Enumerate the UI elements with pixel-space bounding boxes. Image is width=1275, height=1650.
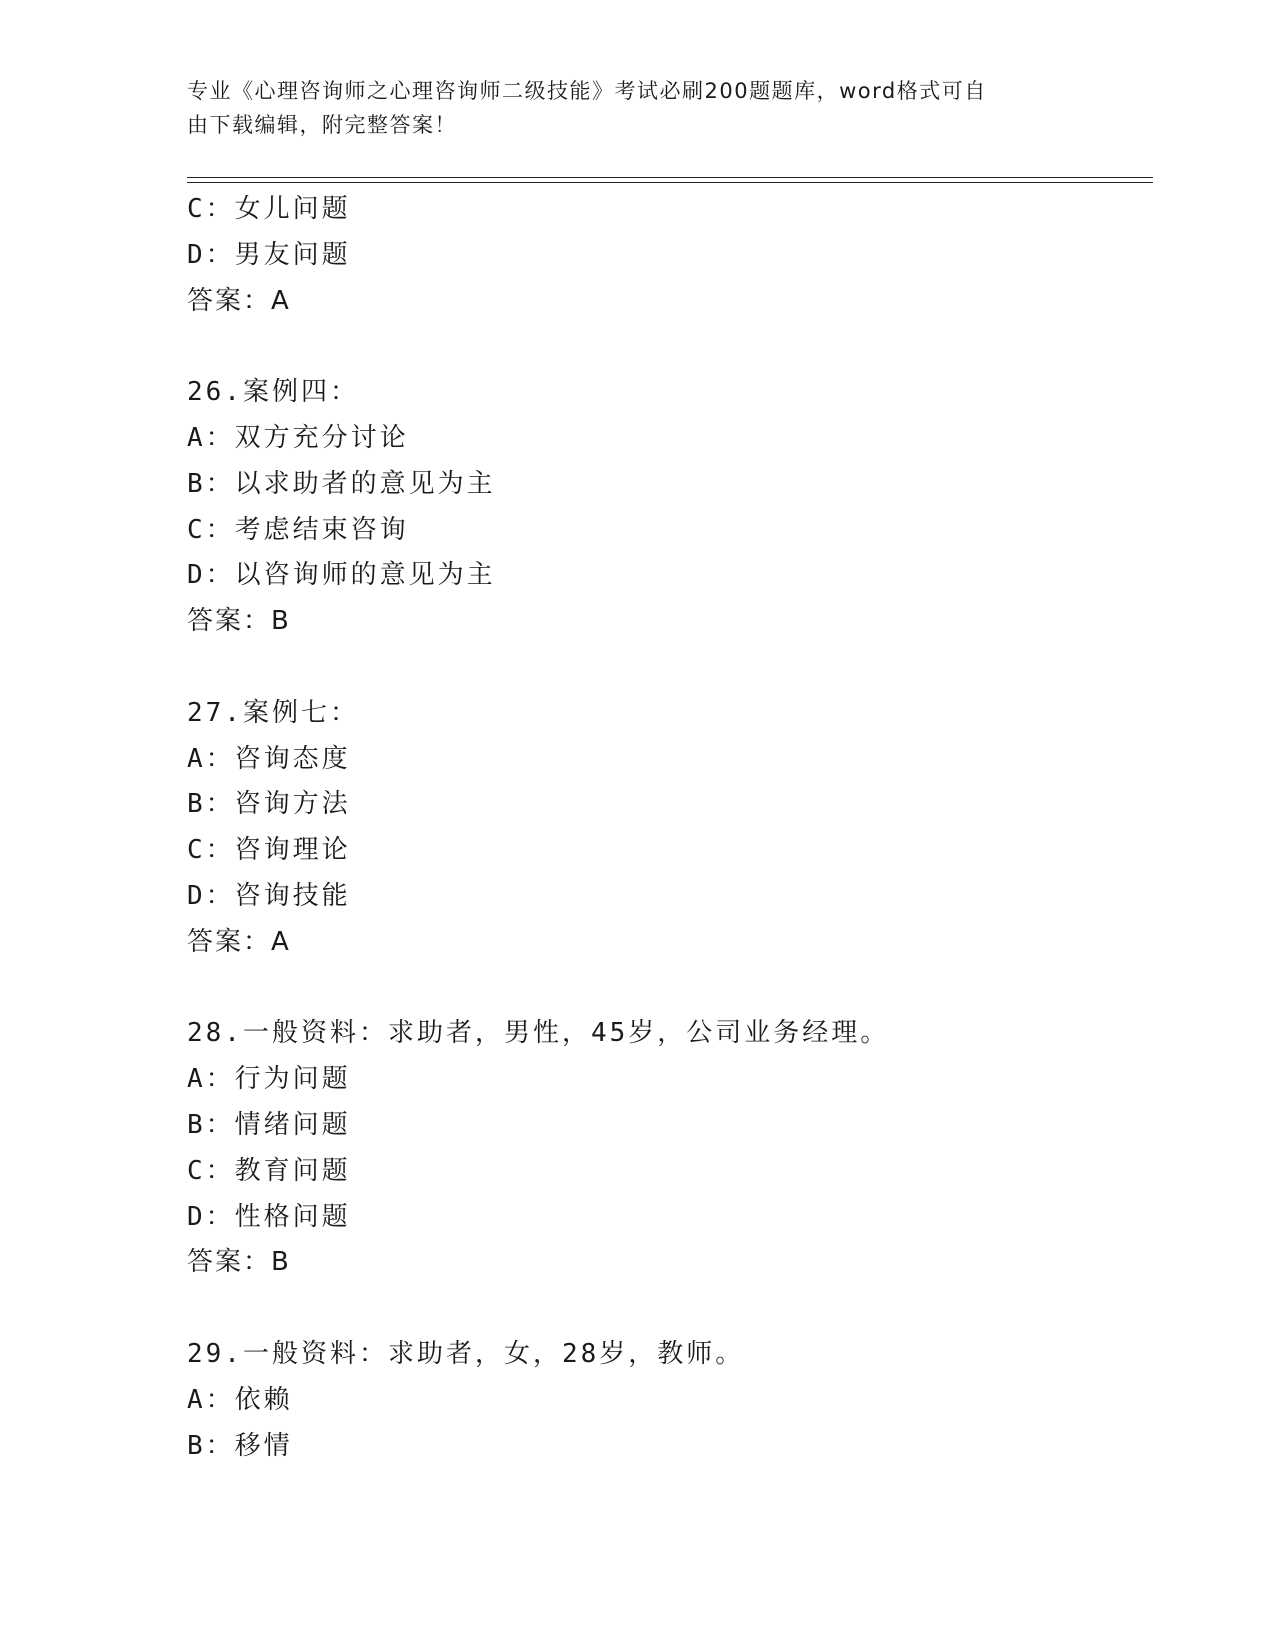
option-c: C：教育问题 bbox=[187, 1155, 351, 1186]
option-c: C：考虑结束咨询 bbox=[187, 514, 409, 545]
option-b: B：咨询方法 bbox=[187, 789, 351, 820]
question-block-partial bbox=[187, 187, 1147, 324]
answer-line: 答案：B bbox=[187, 1247, 291, 1278]
header-divider-bottom bbox=[187, 182, 1153, 183]
answer-line: 答案：B bbox=[187, 606, 291, 637]
option-d: D：咨询技能 bbox=[187, 880, 351, 911]
option-a: A：行为问题 bbox=[187, 1064, 351, 1095]
question-block-26 bbox=[187, 370, 1147, 645]
document-header bbox=[187, 74, 1067, 142]
option-d: D：以咨询师的意见为主 bbox=[187, 560, 496, 591]
question-block-29 bbox=[187, 1332, 1147, 1469]
question-block-27 bbox=[187, 691, 1147, 966]
header-divider-top bbox=[187, 177, 1153, 178]
spacer bbox=[187, 1286, 1147, 1332]
question-stem: 28.一般资料：求助者，男性，45岁，公司业务经理。 bbox=[187, 1018, 890, 1049]
option-c: C：咨询理论 bbox=[187, 835, 351, 866]
spacer bbox=[187, 645, 1147, 691]
option-b: B：情绪问题 bbox=[187, 1109, 351, 1140]
option-d: D：性格问题 bbox=[187, 1201, 351, 1232]
spacer bbox=[187, 324, 1147, 370]
option-b: B：移情 bbox=[187, 1430, 293, 1461]
answer-line: 答案：A bbox=[187, 926, 291, 957]
question-block-28 bbox=[187, 1011, 1147, 1286]
spacer bbox=[187, 966, 1147, 1012]
header-line-1: 专业《心理咨询师之心理咨询师二级技能》考试必刷200题题库，word格式可自 bbox=[187, 79, 987, 103]
answer-line: 答案：A bbox=[187, 285, 291, 316]
option-a: A：依赖 bbox=[187, 1384, 293, 1415]
option-b: B：以求助者的意见为主 bbox=[187, 468, 496, 499]
question-list bbox=[187, 187, 1147, 1469]
question-stem: 26.案例四： bbox=[187, 377, 359, 408]
option-c: C：女儿问题 bbox=[187, 194, 351, 224]
question-stem: 27.案例七： bbox=[187, 697, 359, 728]
option-a: A：咨询态度 bbox=[187, 743, 351, 774]
header-line-2: 由下载编辑，附完整答案！ bbox=[187, 113, 457, 137]
question-stem: 29.一般资料：求助者，女，28岁，教师。 bbox=[187, 1338, 745, 1369]
option-d: D：男友问题 bbox=[187, 239, 351, 270]
option-a: A：双方充分讨论 bbox=[187, 422, 409, 453]
